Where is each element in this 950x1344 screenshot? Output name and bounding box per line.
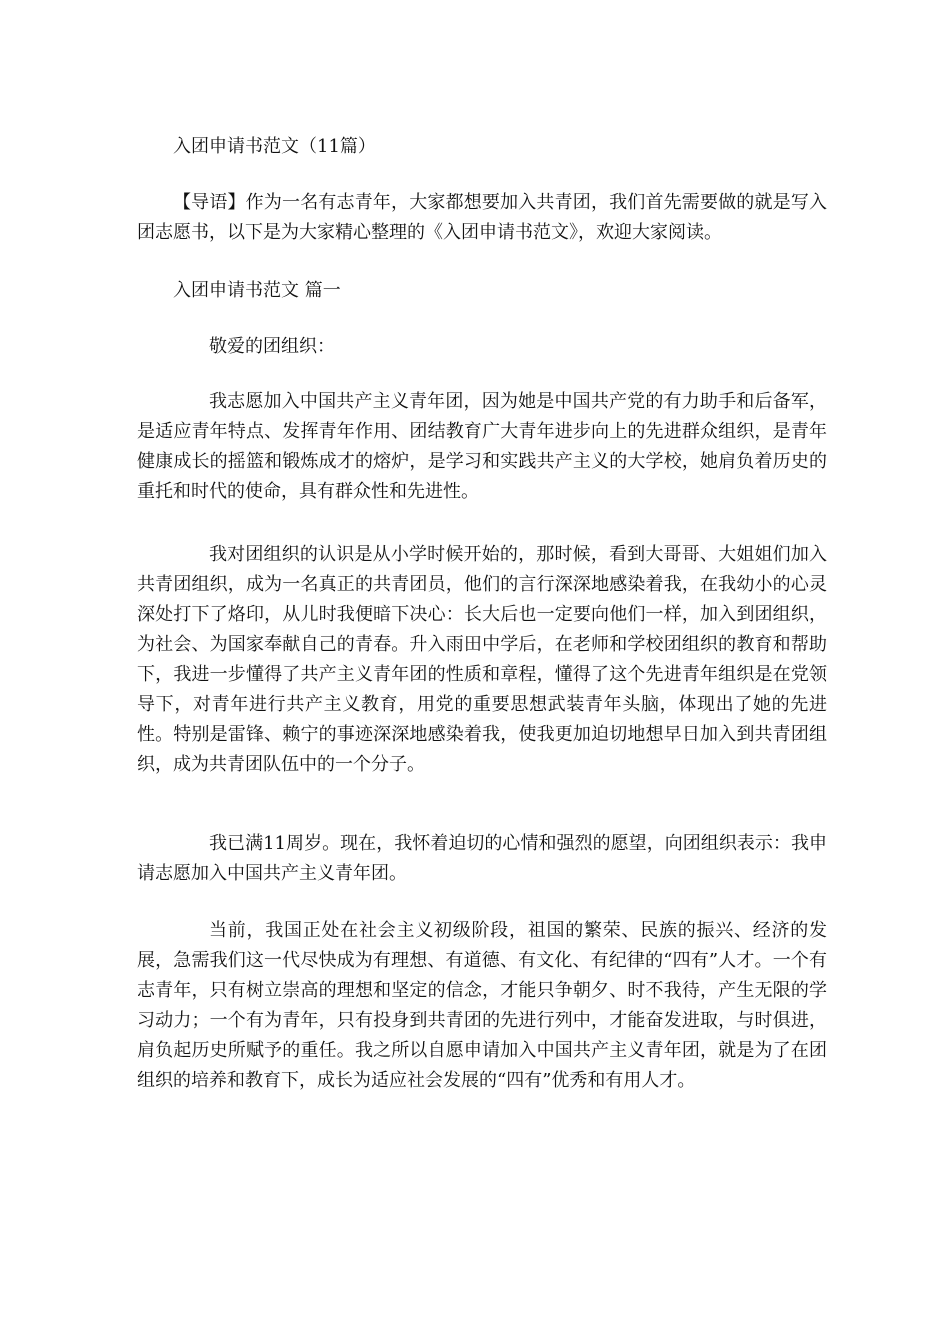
- body-paragraph-3: 我已满11周岁。现在，我怀着迫切的心情和强烈的愿望，向团组织表示：我申请志愿加入中国共产主义青年团。: [137, 833, 827, 884]
- document-title: 入团申请书范文（11篇）: [173, 136, 376, 157]
- salutation: 敬爱的团组织：: [209, 336, 335, 357]
- body-paragraph-4: 当前，我国正处在社会主义初级阶段，祖国的繁荣、民族的振兴、经济的发展，急需我们这一代尽快成为有理想、有道德、有文化、有纪律的“四有”人才。一个有志青年，只有树立崇高的理想和坚定的信念，才能只争朝夕、时不我待，产生无限的学习动力；一个有为青年，只有投身到共青团的先进行列中，才能奋发进取，与时俱进，肩负起历史所赋予的重任。我之所以自愿申请加入中国共产主义青年团，就是为了在团组织的培养和教育下，成长为适应社会发展的“四有”优秀和有用人才。: [137, 920, 827, 1091]
- body-paragraph-1: 我志愿加入中国共产主义青年团，因为她是中国共产党的有力助手和后备军，是适应青年特点、发挥青年作用、团结教育广大青年进步向上的先进群众组织，是青年健康成长的摇篮和锻炼成才的熔炉，是学习和实践共产主义的大学校，她肩负着历史的重托和时代的使命，具有群众性和先进性。: [137, 391, 827, 502]
- intro-paragraph: 【导语】作为一名有志青年，大家都想要加入共青团，我们首先需要做的就是写入团志愿书，以下是为大家精心整理的《入团申请书范文》，欢迎大家阅读。: [137, 192, 827, 243]
- body-paragraph-2: 我对团组织的认识是从小学时候开始的，那时候，看到大哥哥、大姐姐们加入共青团组织，成为一名真正的共青团员，他们的言行深深地感染着我，在我幼小的心灵深处打下了烙印，从儿时我便暗下决心：长大后也一定要向他们一样，加入到团组织，为社会、为国家奉献自己的青春。升入雨田中学后，在老师和学校团组织的教育和帮助下，我进一步懂得了共产主义青年团的性质和章程，懂得了这个先进青年组织是在党领导下，对青年进行共产主义教育，用党的重要思想武装青年头脑，体现出了她的先进性。特别是雷锋、赖宁的事迹深深地感染着我，使我更加迫切地想早日加入到共青团组织，成为共青团队伍中的一个分子。: [137, 544, 827, 775]
- section-heading: 入团申请书范文 篇一: [173, 280, 341, 301]
